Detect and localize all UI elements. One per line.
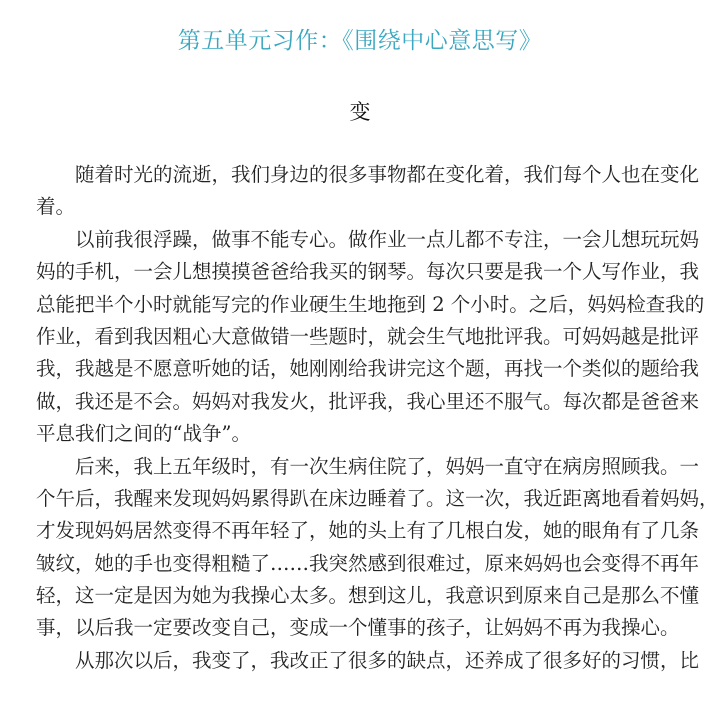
text-line: 作业，看到我因粗心大意做错一些题时，就会生气地批评我。可妈妈越是批评	[36, 324, 700, 348]
paragraph	[36, 224, 705, 451]
paragraph	[36, 451, 719, 645]
text-line: 做，我还是不会。妈妈对我发火，批评我，我心里还不服气。每次都是爸爸来	[36, 389, 700, 413]
paragraph	[36, 159, 700, 224]
text-line: 我，我越是不愿意听她的话，她刚刚给我讲完这个题，再找一个类似的题给我	[36, 357, 700, 381]
essay-body	[36, 159, 719, 677]
text-line: 事，以后我一定要改变自己，变成一个懂事的孩子，让妈妈不再为我操心。	[36, 616, 680, 640]
text-line: 总能把半个小时就能写完的作业硬生生地拖到 2 个小时。之后，妈妈检查我的	[36, 292, 705, 316]
text-line: 着。	[36, 195, 76, 219]
text-line: 妈的手机，一会儿想摸摸爸爸给我买的钢琴。每次只要是我一个人写作业，我	[36, 260, 700, 284]
paragraph	[36, 645, 700, 677]
text-line: 才发现妈妈居然变得不再年轻了，她的头上有了几根白发，她的眼角有了几条	[36, 519, 700, 543]
text-line: 以前我很浮躁，做事不能专心。做作业一点儿都不专注，一会儿想玩玩妈	[75, 227, 700, 251]
text-line: 轻，这一定是因为她为我操心太多。想到这儿，我意识到原来自己是那么不懂	[36, 584, 700, 608]
text-line: 皱纹，她的手也变得粗糙了……我突然感到很难过，原来妈妈也会变得不再年	[36, 551, 700, 575]
text-line: 后来，我上五年级时，有一次生病住院了，妈妈一直守在病房照顾我。一	[75, 454, 700, 478]
page-title: 第五单元习作：《围绕中心意思写》	[177, 28, 543, 54]
text-line: 随着时光的流逝，我们身边的很多事物都在变化着，我们每个人也在变化	[75, 163, 700, 186]
text-line: 个午后，我醒来发现妈妈累得趴在床边睡着了。这一次，我近距离地看着妈妈，	[36, 486, 719, 510]
text-line: 从那次以后，我变了，我改正了很多的缺点，还养成了很多好的习惯，比	[75, 648, 700, 672]
essay-title: 变	[349, 100, 371, 124]
text-line: 平息我们之间的“战争”。	[36, 422, 251, 446]
